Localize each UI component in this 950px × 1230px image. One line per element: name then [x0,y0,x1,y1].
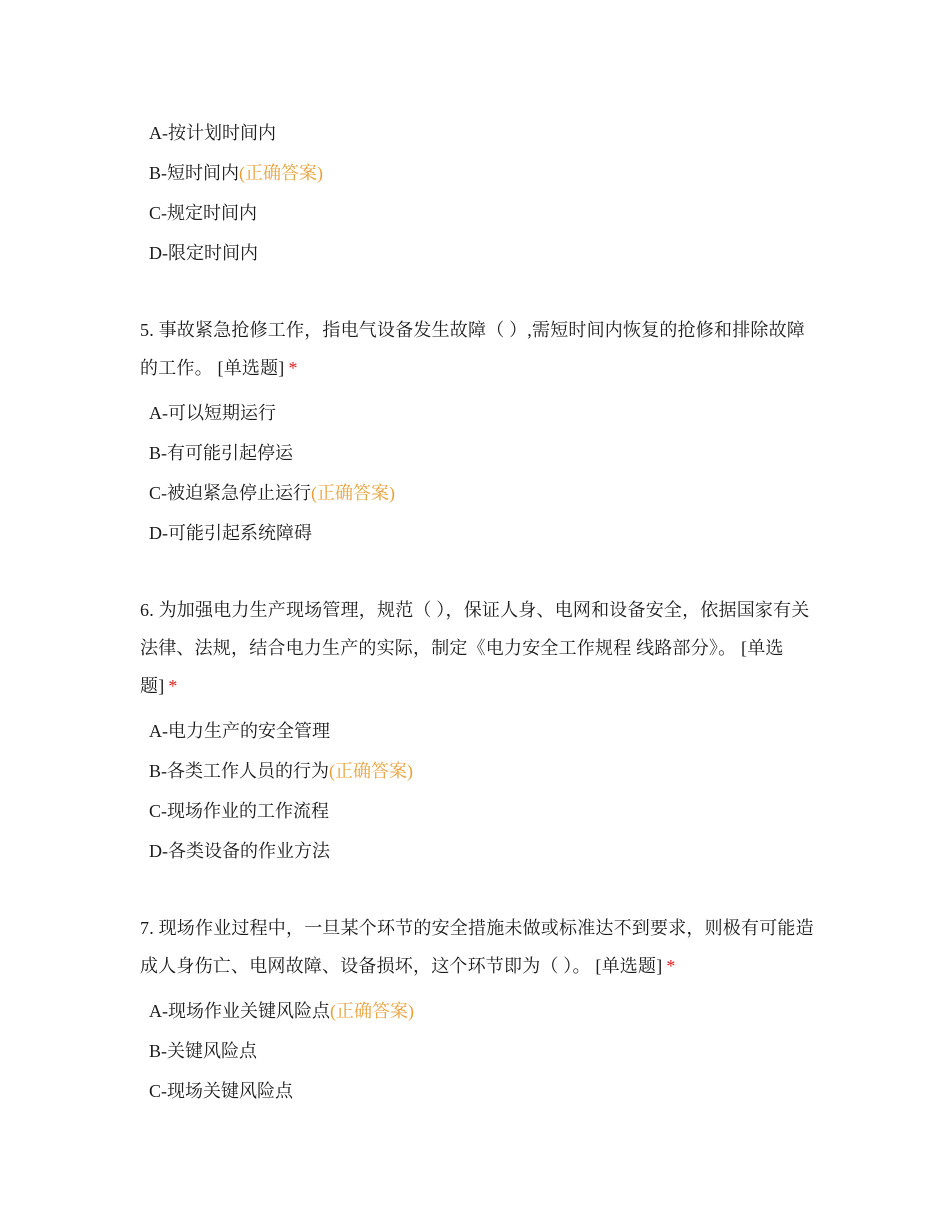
question-type: [单选题] [595,956,663,976]
option-a [140,991,820,1031]
option-label: C-被迫紧急停止运行 [149,483,311,503]
option-b [140,153,820,193]
option-label: D-各类设备的作业方法 [149,841,330,861]
option-label: B-各类工作人员的行为 [149,761,329,781]
option-c [140,193,820,233]
required-mark: * [168,676,178,696]
correct-answer-marker: (正确答案) [311,483,395,503]
option-label: B-有可能引起停运 [149,443,293,463]
question-stem: 5. 事故紧急抢修工作，指电气设备发生故障（ ）,需短时间内恢复的抢修和排除故障的工作。 [140,320,805,378]
option-c [140,473,820,513]
option-b [140,751,820,791]
correct-answer-marker: (正确答案) [329,761,413,781]
option-label: C-现场关键风险点 [149,1081,293,1101]
option-c [140,1071,820,1111]
option-d [140,513,820,553]
question-type: [单选题] [217,358,285,378]
option-a [140,711,820,751]
question-6 [140,591,820,871]
option-c [140,791,820,831]
option-b [140,433,820,473]
correct-answer-marker: (正确答案) [239,163,323,183]
option-a [140,393,820,433]
question-5-options [140,393,820,553]
question-5 [140,311,820,553]
option-label: A-可以短期运行 [149,403,276,423]
question-7-options [140,991,820,1111]
option-label: A-电力生产的安全管理 [149,721,330,741]
required-mark: * [666,956,676,976]
question-7 [140,909,820,1111]
option-label: B-关键风险点 [149,1041,257,1061]
option-label: C-规定时间内 [149,203,257,223]
question-text [140,909,820,985]
option-d [140,233,820,273]
question-type: [单选题] [140,638,784,696]
option-label: A-现场作业关键风险点 [149,1001,330,1021]
option-label: D-限定时间内 [149,243,258,263]
option-d [140,831,820,871]
question-stem: 6. 为加强电力生产现场管理，规范（ ），保证人身、电网和设备安全，依据国家有关法律、法规，结合电力生产的实际，制定《电力安全工作规程 线路部分》。 [140,600,810,658]
question-text [140,311,820,387]
option-label: B-短时间内 [149,163,239,183]
option-a [140,113,820,153]
question-4 [140,113,820,273]
required-mark: * [288,358,298,378]
correct-answer-marker: (正确答案) [330,1001,414,1021]
question-stem: 7. 现场作业过程中，一旦某个环节的安全措施未做或标准达不到要求，则极有可能造成人身伤亡、电网故障、设备损坏，这个环节即为（ ）。 [140,918,814,976]
option-label: A-按计划时间内 [149,123,276,143]
option-label: D-可能引起系统障碍 [149,523,312,543]
question-4-options [140,113,820,273]
option-label: C-现场作业的工作流程 [149,801,329,821]
question-text [140,591,820,705]
option-b [140,1031,820,1071]
question-6-options [140,711,820,871]
